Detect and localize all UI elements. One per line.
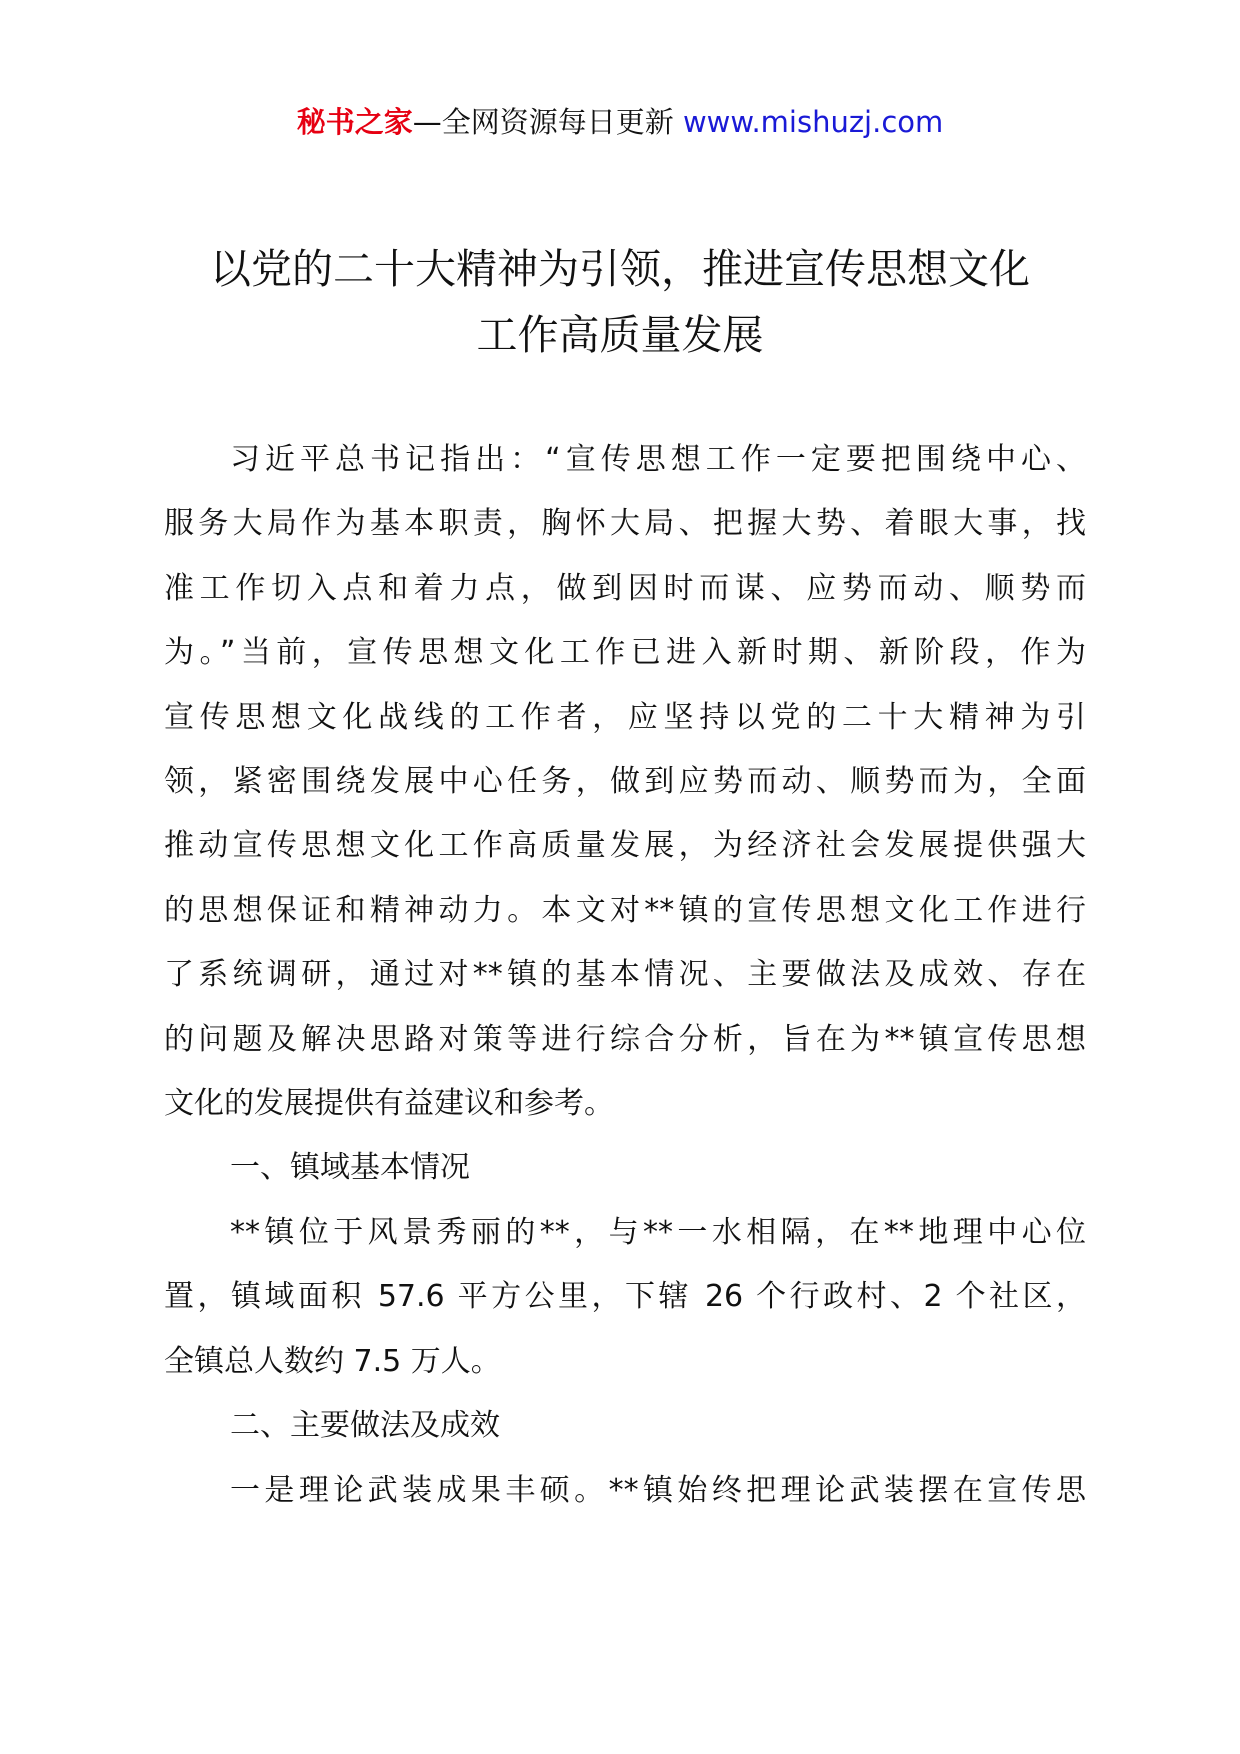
paragraph-line: 的思想保证和精神动力。本文对**镇的宣传思想文化工作进行: [164, 892, 1086, 928]
brand-name: 秘书之家: [296, 105, 413, 139]
paragraph-line: 习近平总书记指出：“宣传思想工作一定要把围绕中心、: [230, 442, 1086, 477]
paragraph-line: 为。”当前，宣传思想文化工作已进入新时期、新阶段，作为: [164, 635, 1086, 671]
paragraph-line: 领，紧密围绕发展中心任务，做到应势而动、顺势而为，全面: [164, 764, 1086, 800]
paragraph-line: 文化的发展提供有益建议和参考。: [164, 1086, 614, 1122]
paragraph-line: 全镇总人数约 7.5 万人。: [164, 1343, 501, 1379]
document-title: [140, 236, 1100, 368]
paragraph-line: 了系统调研，通过对**镇的基本情况、主要做法及成效、存在: [164, 957, 1086, 993]
section-heading-text: 一、镇域基本情况: [230, 1150, 470, 1186]
title-line-1: 以党的二十大精神为引领，推进宣传思想文化: [210, 245, 1030, 293]
paragraph-line: 的问题及解决思路对策等进行综合分析，旨在为**镇宣传思想: [164, 1021, 1086, 1057]
section-heading-text: 二、主要做法及成效: [230, 1408, 500, 1444]
header-tagline: —全网资源每日更新: [412, 105, 674, 139]
site-url-link[interactable]: www.mishuzj.com: [682, 105, 944, 139]
paragraph-line: 置，镇域面积 57.6 平方公里，下辖 26 个行政村、2 个社区，: [164, 1279, 1086, 1315]
paragraph-line: 推动宣传思想文化工作高质量发展，为经济社会发展提供强大: [164, 828, 1086, 864]
section-heading-2: [164, 1394, 1086, 1458]
intro-paragraph: [164, 428, 1086, 1136]
section-heading-1: [164, 1136, 1086, 1200]
paragraph-line: 一是理论武装成果丰硕。**镇始终把理论武装摆在宣传思: [230, 1472, 1086, 1508]
paragraph-line: 服务大局作为基本职责，胸怀大局、把握大势、着眼大事，找: [164, 506, 1086, 542]
paragraph-line: 准工作切入点和着力点，做到因时而谋、应势而动、顺势而: [164, 570, 1086, 606]
section-1-paragraph: [164, 1201, 1086, 1394]
section-2-paragraph: [164, 1459, 1086, 1523]
title-line-2: 工作高质量发展: [476, 311, 764, 359]
site-header: [0, 102, 1240, 142]
document-body: [164, 428, 1086, 1523]
paragraph-line: **镇位于风景秀丽的**，与**一水相隔，在**地理中心位: [230, 1214, 1086, 1250]
paragraph-line: 宣传思想文化战线的工作者，应坚持以党的二十大精神为引: [164, 699, 1086, 735]
